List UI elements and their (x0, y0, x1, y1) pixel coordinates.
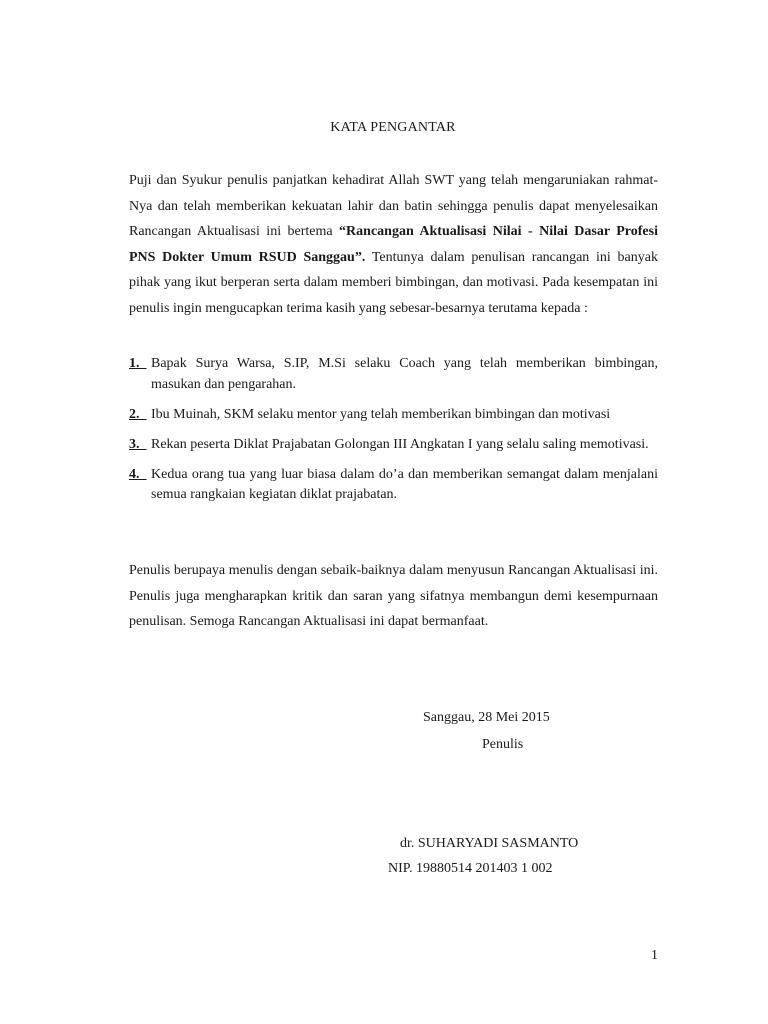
list-item (129, 405, 658, 426)
intro-text-end: Tentunya dalam penulisan rancangan ini banyak pihak yang ikut berperan serta dalam memberi bimbingan, dan motivasi. Pada kesempatan ini penulis ingin mengucapkan terima kasih yang sebesar-besarnya terutama kepada : (129, 249, 658, 316)
page-number: 1 (651, 948, 658, 963)
list-item-number: 4. (129, 466, 147, 482)
list-item-number: 2. (129, 406, 147, 422)
signature-nip: NIP. 19880514 201403 1 002 (388, 861, 553, 876)
list-item (129, 354, 658, 395)
list-item-number: 1. (129, 356, 147, 371)
list-item (129, 465, 658, 506)
signature-place-date: Sanggau, 28 Mei 2015 (423, 710, 550, 725)
list-item-text: Bapak Surya Warsa, S.IP, M.Si selaku Coach yang telah memberikan bimbingan, masukan dan pengarahan. (151, 356, 658, 392)
list-item-text: Ibu Muinah, SKM selaku mentor yang telah memberikan bimbingan dan motivasi (151, 406, 611, 422)
intro-theme-bold: “Rancangan Aktualisasi Nilai - Nilai Dasar Profesi PNS Dokter Umum RSUD Sanggau”. (129, 224, 658, 265)
signature-role: Penulis (482, 737, 524, 752)
intro-text-start: Puji dan Syukur penulis panjatkan kehadirat Allah SWT yang telah mengaruniakan rahmat-Nya dan telah memberikan kekuatan lahir dan batin sehingga penulis dapat menyelesaikan Rancangan Aktualisasi ini bertema (129, 173, 658, 239)
closing-paragraph: Penulis berupaya menulis dengan sebaik-baiknya dalam menyusun Rancangan Aktualisasi ini. Penulis juga mengharapkan kritik dan saran yang sifatnya membangun demi kesempurnaan penulisan. Semoga Rancangan Aktualisasi ini dapat bermanfaat. (129, 563, 658, 629)
thanks-list (129, 354, 658, 515)
signature-name: dr. SUHARYADI SASMANTO (400, 836, 579, 851)
intro-paragraph (129, 168, 658, 321)
list-item-number: 3. (129, 436, 147, 452)
list-item-text: Rekan peserta Diklat Prajabatan Golongan III Angkatan I yang selalu saling memotivasi. (151, 436, 649, 452)
page-title: KATA PENGANTAR (330, 120, 456, 135)
list-item-text: Kedua orang tua yang luar biasa dalam do’a dan memberikan semangat dalam menjalani semua rangkaian kegiatan diklat prajabatan. (151, 466, 658, 502)
list-item (129, 435, 658, 456)
